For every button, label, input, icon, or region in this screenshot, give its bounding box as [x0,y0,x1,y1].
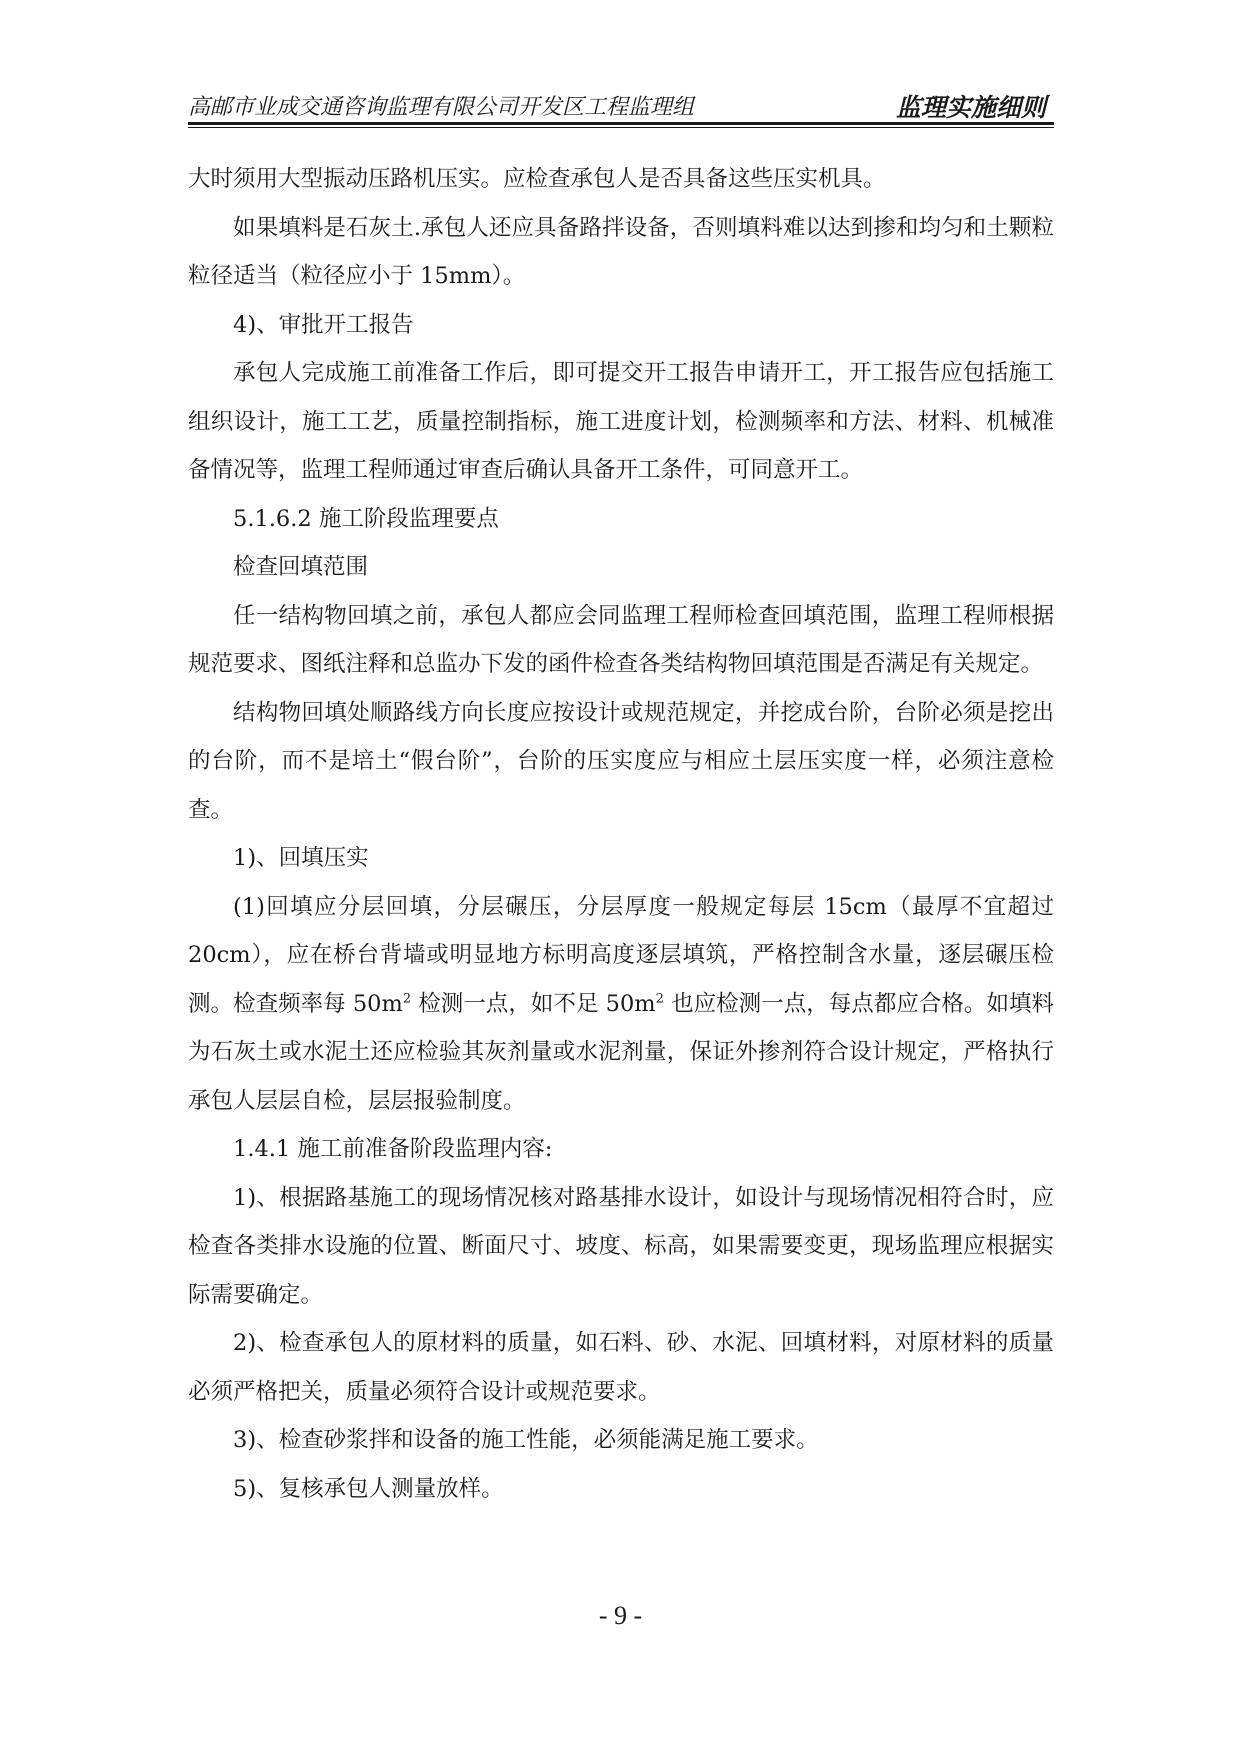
paragraph: 承包人完成施工前准备工作后，即可提交开工报告申请开工，开工报告应包括施工组织设计，施工工艺，质量控制指标，施工进度计划，检测频率和方法、材料、机械准备情况等，监理工程师通过审查后确认具备开工条件，可同意开工。 [188,360,1054,483]
header-document-title: 监理实施细则 [895,93,1046,122]
paragraph: 大时须用大型振动压路机压实。应检查承包人是否具备这些压实机具。 [188,166,886,192]
paragraph: 5)、复核承包人测量放样。 [233,1475,504,1502]
superscript: 2 [402,991,412,1006]
paragraph: 3)、检查砂浆拌和设备的施工性能，必须能满足施工要求。 [233,1427,819,1453]
section-heading: 5.1.6.2 施工阶段监理要点 [233,505,499,532]
text-segment: 检测一点，如不足 50m [411,990,656,1017]
header-company-title: 高邮市业成交通咨询监理有限公司开发区工程监理组 [188,95,695,120]
document-body [188,155,1054,1513]
paragraph: 1)、根据路基施工的现场情况核对路基排水设计，如设计与现场情况相符合时，应检查各类排水设施的位置、断面尺寸、坡度、标高，如果需要变更，现场监理应根据实际需要确定。 [188,1184,1054,1308]
paragraph: 结构物回填处顺路线方向长度应按设计或规范规定，并挖成台阶，台阶必须是挖出的台阶，而不是培土“假台阶”，台阶的压实度应与相应土层压实度一样，必须注意检查。 [188,699,1054,823]
header-rule-thick [188,122,1054,125]
paragraph-backfill-compaction [188,883,1054,1126]
list-heading: 1)、回填压实 [233,845,369,871]
text-segment: 也应检测一点，每点都应合格。如填料为石灰土或水泥土还应检验其灰剂量或水泥剂量，保证外掺剂符合设计规定，严格执行承包人层层自检，层层报验制度。 [188,990,1054,1114]
subsection-heading: 检查回填范围 [233,554,369,580]
list-heading: 4)、审批开工报告 [233,311,414,338]
page-number: - 9 - [598,1601,643,1630]
section-heading: 1.4.1 施工前准备阶段监理内容: [233,1136,553,1162]
paragraph: 2)、检查承包人的原材料的质量，如石料、砂、水泥、回填材料，对原材料的质量必须严格把关，质量必须符合设计或规范要求。 [188,1330,1054,1405]
paragraph: 如果填料是石灰土.承包人还应具备路拌设备，否则填料难以达到掺和均匀和土颗粒粒径适当（粒径应小于 15mm）。 [188,214,1054,289]
header-rule-thin [188,127,1054,128]
paragraph: 任一结构物回填之前，承包人都应会同监理工程师检查回填范围，监理工程师根据规范要求、图纸注释和总监办下发的函件检查各类结构物回填范围是否满足有关规定。 [188,602,1054,677]
superscript: 2 [655,991,664,1006]
page-header [188,88,1054,122]
text-segment: (1)回填应分层回填，分层碾压，分层厚度一般规定每层 15cm（最厚不宜超过 20cm），应在桥台背墙或明显地方标明高度逐层填筑，严格控制含水量，逐层碾压检测。检查频率每 50m [188,893,1054,1017]
